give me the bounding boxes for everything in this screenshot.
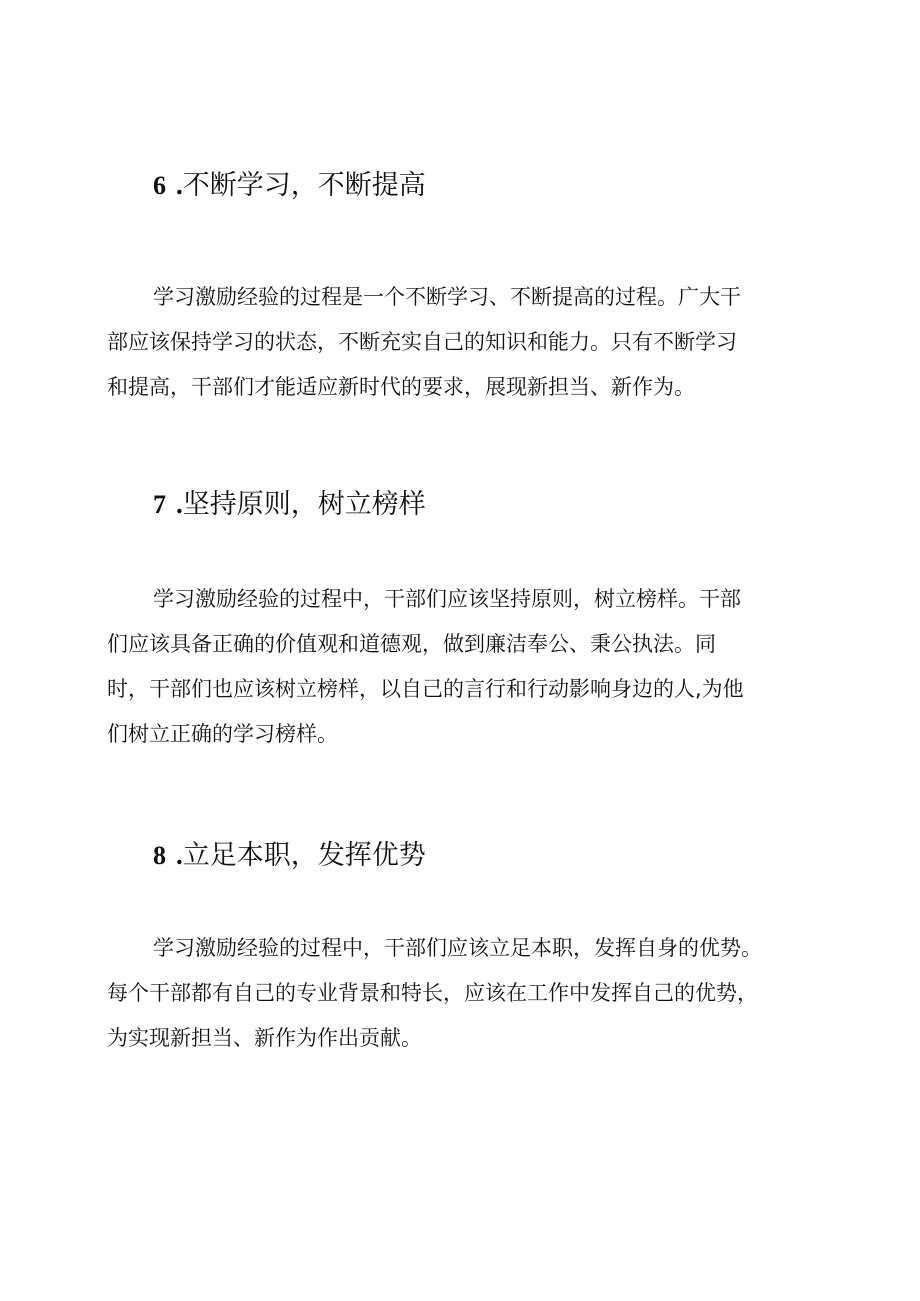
paragraph-line: 为实现新担当、新作为作出贡献。 [107, 1026, 422, 1050]
section-dot: . [176, 170, 183, 200]
paragraph-line: 学习激励经验的过程是一个不断学习、不断提高的过程。广大干 [153, 285, 741, 309]
paragraph-line: 学习激励经验的过程中，干部们应该坚持原则，树立榜样。干部 [153, 587, 741, 611]
section-number: 6 [153, 171, 166, 200]
section-dot: . [176, 840, 183, 870]
section-title: 不断学习，不断提高 [182, 170, 426, 201]
section-paragraph [107, 577, 744, 757]
section-heading [153, 168, 426, 203]
section-number: 8 [153, 841, 166, 870]
section-heading [153, 487, 426, 522]
paragraph-line: 和提高，干部们才能适应新时代的要求，展现新担当、新作为。 [107, 375, 695, 399]
section-paragraph [107, 926, 762, 1061]
paragraph-line: 部应该保持学习的状态，不断充实自己的知识和能力。只有不断学习 [107, 330, 737, 354]
section-title: 坚持原则，树立榜样 [182, 489, 426, 520]
section-number: 7 [153, 490, 166, 519]
section-paragraph [107, 275, 741, 410]
paragraph-line: 们树立正确的学习榜样。 [107, 722, 338, 746]
paragraph-line: 每个干部都有自己的专业背景和特长，应该在工作中发挥自己的优势， [107, 981, 758, 1005]
section-dot: . [176, 489, 183, 519]
paragraph-line: 们应该具备正确的价值观和道德观，做到廉洁奉公、秉公执法。同 [107, 632, 716, 656]
paragraph-line: 时，干部们也应该树立榜样，以自己的言行和行动影响身边的人,为他 [107, 677, 744, 701]
section-heading [153, 838, 426, 873]
paragraph-line: 学习激励经验的过程中，干部们应该立足本职，发挥自身的优势。 [153, 936, 762, 960]
section-title: 立足本职，发挥优势 [182, 840, 426, 871]
